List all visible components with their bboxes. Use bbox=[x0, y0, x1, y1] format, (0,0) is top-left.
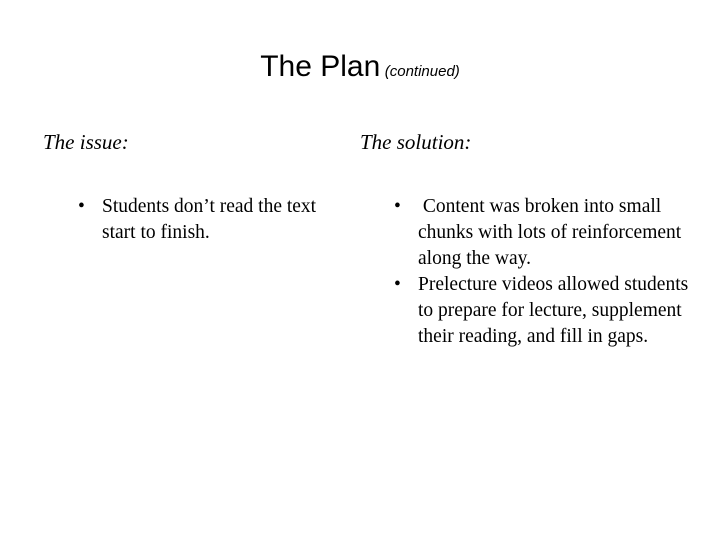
issue-heading: The issue: bbox=[43, 130, 129, 154]
solution-bullet-text: Prelecture videos allowed students to prepare for lecture, supplement their reading, and fill in gaps. bbox=[418, 274, 689, 347]
solution-bullet-item bbox=[394, 272, 694, 350]
issue-bullet-item bbox=[78, 194, 348, 246]
solution-bullet-item bbox=[394, 194, 694, 272]
bullet-icon: • bbox=[394, 274, 401, 295]
solution-heading: The solution: bbox=[360, 130, 472, 154]
bullet-icon: • bbox=[78, 196, 85, 217]
bullet-icon: • bbox=[394, 196, 401, 217]
slide-title bbox=[0, 50, 720, 84]
slide-title-main: The Plan bbox=[260, 50, 381, 83]
slide-title-subtitle: (continued) bbox=[384, 63, 460, 80]
issue-bullet-list bbox=[78, 194, 348, 246]
issue-bullet-text: Students don’t read the text start to finish. bbox=[102, 196, 317, 243]
solution-bullet-list bbox=[394, 194, 694, 350]
solution-bullet-text: Content was broken into small chunks with lots of reinforcement along the way. bbox=[418, 196, 687, 269]
